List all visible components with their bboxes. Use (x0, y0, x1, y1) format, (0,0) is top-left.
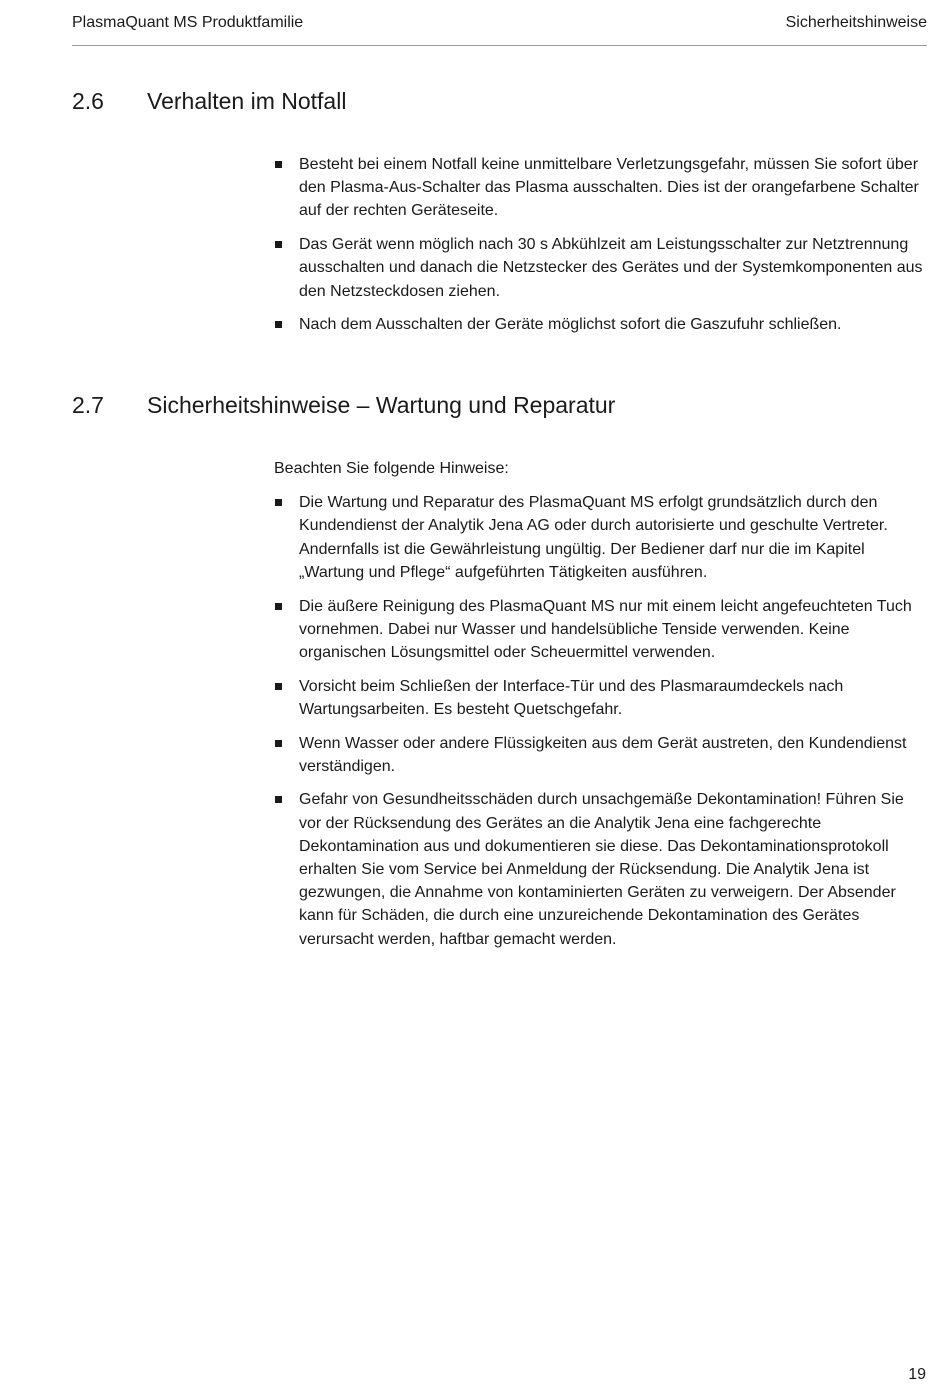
section-body-2-7 (274, 457, 929, 961)
section-body-2-6 (274, 153, 929, 347)
list-item (274, 788, 929, 950)
intro-text: Beachten Sie folgende Hinweise: (274, 460, 509, 477)
list-item (274, 153, 929, 223)
bullet-icon (275, 683, 282, 690)
list-item-text: Die Wartung und Reparatur des PlasmaQuant MS erfolgt grundsätzlich durch den Kundendienst der Analytik Jena AG oder durch autorisierte und geschulte Vertreter. Andernfalls ist die Gewährleistung ungültig. Der Bediener darf nur die im Kapitel „Wartung und Pflege“ aufgeführten Tätigkeiten ausführen. (299, 494, 888, 581)
bullet-icon (275, 796, 282, 803)
list-item (274, 732, 929, 778)
section-title: Verhalten im Notfall (147, 88, 347, 114)
list-item-text: Gefahr von Gesundheitsschäden durch unsachgemäße Dekontamination! Führen Sie vor der Rücksendung des Gerätes an die Analytik Jena eine fachgerechte Dekontamination aus und dokumentieren sie diese. Das Dekontaminationsprotokoll erhalten Sie vom Service bei Anmeldung der Rücksendung. Die Analytik Jena ist gezwungen, die Annahme von kontaminierten Geräten zu verweigern. Der Absender kann für Schäden, die durch eine unzureichende Dekontamination des Gerätes verursacht werden, haftbar gemacht werden. (299, 791, 904, 948)
section-number: 2.7 (72, 392, 104, 418)
bullet-icon (275, 321, 282, 328)
list-item-text: Das Gerät wenn möglich nach 30 s Abkühlzeit am Leistungsschalter zur Netztrennung ausschalten und danach die Netzstecker des Gerätes und der Systemkomponenten aus den Netzsteckdosen ziehen. (299, 236, 923, 300)
list-item (274, 491, 929, 584)
running-header (72, 12, 927, 46)
section-title: Sicherheitshinweise – Wartung und Reparatur (147, 392, 616, 418)
section-heading-2-6 (72, 88, 346, 115)
section-number: 2.6 (72, 88, 104, 114)
list-item (274, 313, 929, 336)
section-heading-2-7 (72, 392, 615, 419)
list-item-text: Wenn Wasser oder andere Flüssigkeiten aus dem Gerät austreten, den Kundendienst verständigen. (299, 734, 907, 775)
list-item-text: Besteht bei einem Notfall keine unmittelbare Verletzungsgefahr, müssen Sie sofort über den Plasma-Aus-Schalter das Plasma ausschalten. Dies ist der orangefarbene Schalter auf der rechten Geräteseite. (299, 156, 919, 220)
bullet-icon (275, 499, 282, 506)
bullet-icon (275, 161, 282, 168)
list-item (274, 675, 929, 721)
list-item-text: Nach dem Ausschalten der Geräte möglichst sofort die Gaszufuhr schließen. (299, 316, 842, 334)
bullet-icon (275, 740, 282, 747)
page-number: 19 (908, 1366, 926, 1383)
header-chapter-title: Sicherheitshinweise (785, 14, 927, 31)
header-document-title: PlasmaQuant MS Produktfamilie (72, 14, 304, 31)
bullet-icon (275, 603, 282, 610)
list-item (274, 595, 929, 665)
bullet-list (274, 153, 929, 336)
list-item-text: Die äußere Reinigung des PlasmaQuant MS nur mit einem leicht angefeuchteten Tuch vornehmen. Dabei nur Wasser und handelsübliche Tenside verwenden. Keine organischen Lösungsmittel oder Scheuermittel verwenden. (299, 597, 912, 661)
list-item (274, 233, 929, 303)
list-item-text: Vorsicht beim Schließen der Interface-Tür und des Plasmaraumdeckels nach Wartungsarbeiten. Es besteht Quetschgefahr. (299, 677, 844, 718)
bullet-list (274, 491, 929, 951)
bullet-icon (275, 241, 282, 248)
